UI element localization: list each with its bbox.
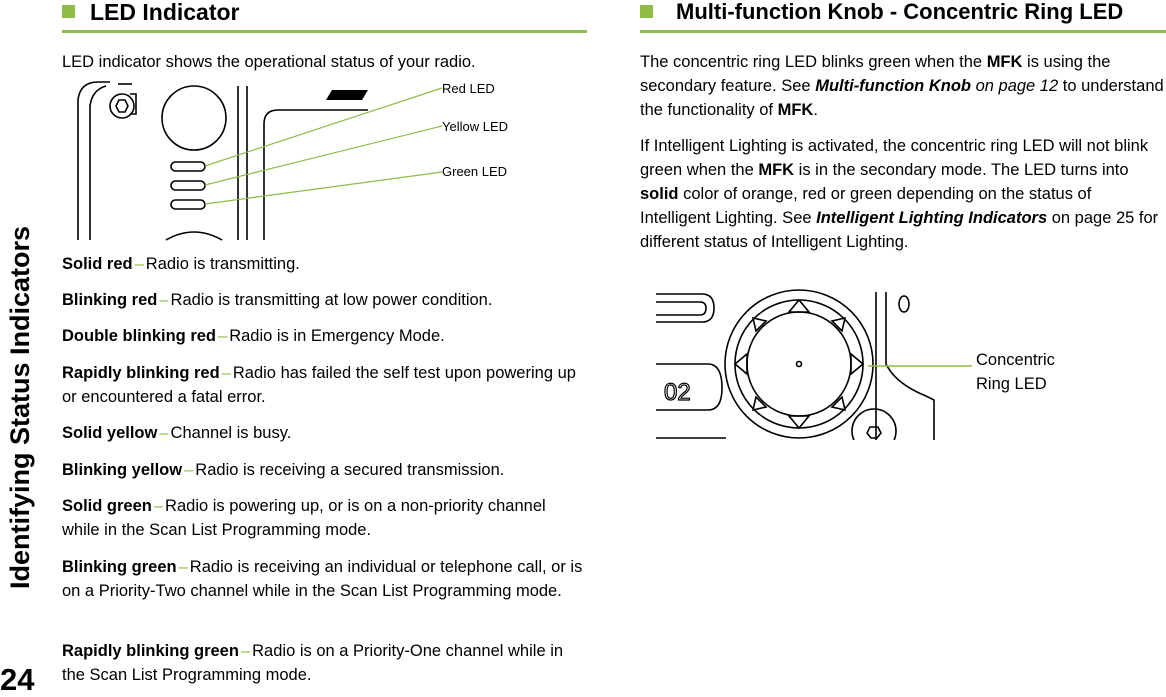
- channel-display-text: 02: [664, 379, 691, 406]
- list-item: Solid green – Radio is powering up, or is on a non-priority channel while in the Scan List Programming mode.: [62, 497, 546, 539]
- concentric-ring-label-line2: Ring LED: [976, 375, 1047, 393]
- right-heading-rule: [640, 30, 1166, 33]
- list-item: Blinking red – Radio is transmitting at low power condition.: [62, 291, 493, 309]
- side-section-title: Identifying Status Indicators: [5, 226, 35, 590]
- concentric-ring-label-line1: Concentric: [976, 351, 1055, 369]
- heading-bullet-icon: [62, 5, 75, 18]
- list-item: Solid yellow – Channel is busy.: [62, 424, 292, 442]
- led-indicator-heading-text: LED Indicator: [90, 0, 240, 25]
- yellow-led-label: Yellow LED: [442, 119, 509, 134]
- list-item: Blinking green – Radio is receiving an individual or telephone call, or is on a Priority-Two channel while in the Scan List Programming mode.: [62, 558, 583, 600]
- left-heading-rule: [62, 30, 587, 33]
- list-item: Rapidly blinking green – Radio is on a Priority-One channel while in the Scan List Programming mode.: [62, 642, 564, 684]
- concentric-ring-figure: [656, 288, 1086, 440]
- intelligent-lighting-paragraph: If Intelligent Lighting is activated, the concentric ring LED will not blink green when the MFK is in the secondary mode. The LED turns into solid color of orange, red or green depending on the status of Intelligent Lighting. See Intelligent Lighting Indicators on page 25 for different status of Intelligent Lighting.: [640, 137, 1159, 251]
- concentric-ring-heading-text: Multi-function Knob - Concentric Ring LED: [676, 0, 1124, 24]
- list-item: Blinking yellow – Radio is receiving a secured transmission.: [62, 461, 505, 479]
- heading-bullet-icon: [640, 5, 653, 18]
- led-intro-text: LED indicator shows the operational status of your radio.: [62, 53, 476, 71]
- green-led-label: Green LED: [442, 164, 508, 179]
- multi-function-knob-link[interactable]: Multi-function Knob: [815, 77, 971, 95]
- list-item: Solid red – Radio is transmitting.: [62, 255, 300, 273]
- mfk-paragraph: The concentric ring LED blinks green when the MFK is using the secondary feature. See Multi-function Knob on page 12 to understand the functionality of MFK.: [640, 53, 1164, 119]
- red-led-label: Red LED: [442, 81, 495, 96]
- radio-led-figure: [62, 76, 522, 242]
- intelligent-lighting-link[interactable]: Intelligent Lighting Indicators: [816, 209, 1048, 227]
- list-item: Double blinking red – Radio is in Emergency Mode.: [62, 327, 445, 345]
- page-number: 24: [0, 662, 35, 697]
- list-item: Rapidly blinking red – Radio has failed the self test upon powering up or encountered a fatal error.: [62, 364, 576, 406]
